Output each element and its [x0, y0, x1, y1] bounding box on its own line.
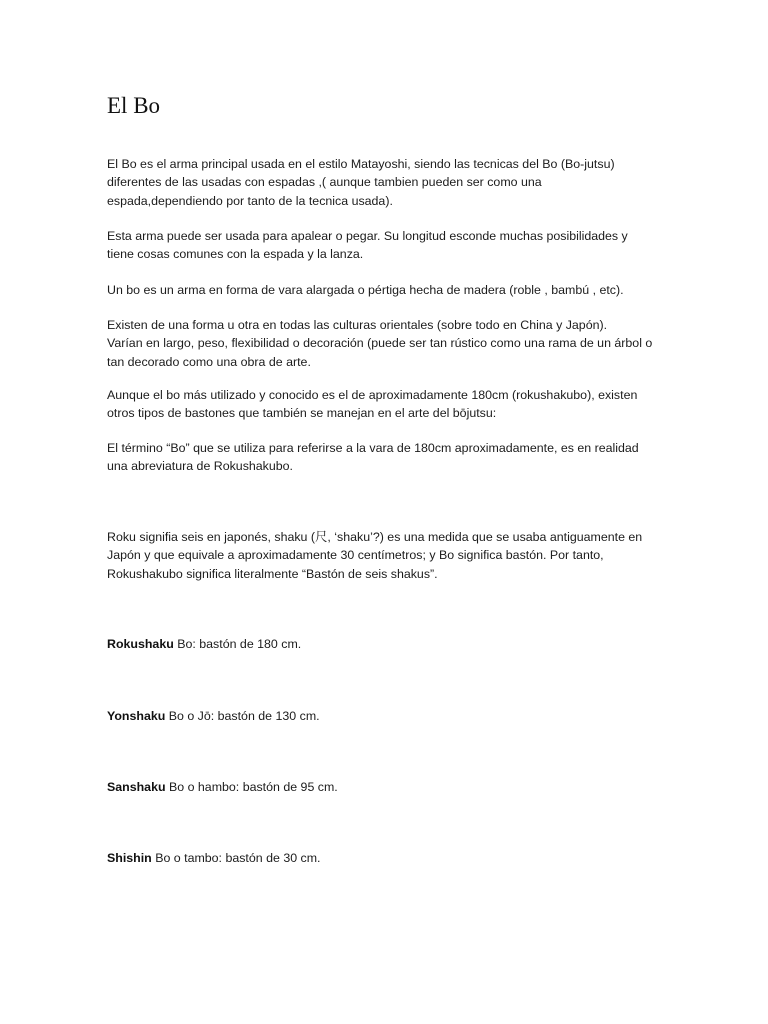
paragraph-line: El Bo es el arma principal usada en el estilo Matayoshi, siendo las tecnicas del Bo (Bo-jutsu) [107, 157, 615, 171]
paragraph-3 [107, 281, 667, 299]
paragraph-line: Esta arma puede ser usada para apalear o pegar. Su longitud esconde muchas posibilidades y [107, 229, 628, 243]
paragraph-line: una abreviatura de Rokushakubo. [107, 459, 293, 474]
paragraph-line: Un bo es un arma en forma de vara alargada o pértiga hecha de madera (roble , bambú , etc). [107, 283, 624, 297]
term-name: Shishin [107, 851, 152, 865]
paragraph-line: Japón y que equivale a aproximadamente 30 centímetros; y Bo significa bastón. Por tanto, [107, 548, 604, 563]
term-name: Sanshaku [107, 780, 166, 794]
paragraph-4 [107, 316, 667, 371]
document-title: El Bo [107, 93, 161, 118]
paragraph-line: otros tipos de bastones que también se manejan en el arte del bōjutsu: [107, 406, 497, 421]
paragraph-line: Existen de una forma u otra en todas las culturas orientales (sobre todo en China y Japón). [107, 318, 608, 332]
paragraph-7 [107, 528, 667, 583]
paragraph-line: El término “Bo” que se utiliza para referirse a la vara de 180cm aproximadamente, es en realidad [107, 441, 639, 455]
term-yonshaku [107, 707, 320, 725]
term-shishin [107, 849, 321, 867]
paragraph-line: Rokushakubo significa literalmente “Bastón de seis shakus”. [107, 566, 438, 581]
paragraph-2 [107, 227, 667, 264]
term-name: Rokushaku [107, 637, 174, 651]
paragraph-1 [107, 155, 667, 210]
term-description: Bo o tambo: bastón de 30 cm. [151, 851, 321, 865]
term-description: Bo: bastón de 180 cm. [173, 637, 302, 651]
term-rokushaku [107, 635, 301, 653]
term-description: Bo o hambo: bastón de 95 cm. [165, 780, 338, 794]
paragraph-line: tiene cosas comunes con la espada y la lanza. [107, 247, 364, 262]
term-name: Yonshaku [107, 709, 166, 723]
paragraph-line: Aunque el bo más utilizado y conocido es el de aproximadamente 180cm (rokushakubo), existen [107, 388, 638, 402]
paragraph-line: Varían en largo, peso, flexibilidad o decoración (puede ser tan rústico como una rama de un árbol o [107, 336, 653, 351]
term-sanshaku [107, 778, 338, 796]
paragraph-line: espada,dependiendo por tanto de la tecnica usada). [107, 193, 393, 208]
paragraph-line: tan decorado como una obra de arte. [107, 354, 311, 369]
paragraph-5 [107, 386, 667, 423]
paragraph-6 [107, 439, 667, 476]
paragraph-line: diferentes de las usadas con espadas ,( aunque tambien pueden ser como una [107, 175, 542, 190]
term-description: Bo o Jō: bastón de 130 cm. [165, 709, 320, 723]
paragraph-line: Roku signifia seis en japonés, shaku (尺, ‘shaku’?) es una medida que se usaba antiguamente en [107, 530, 643, 544]
